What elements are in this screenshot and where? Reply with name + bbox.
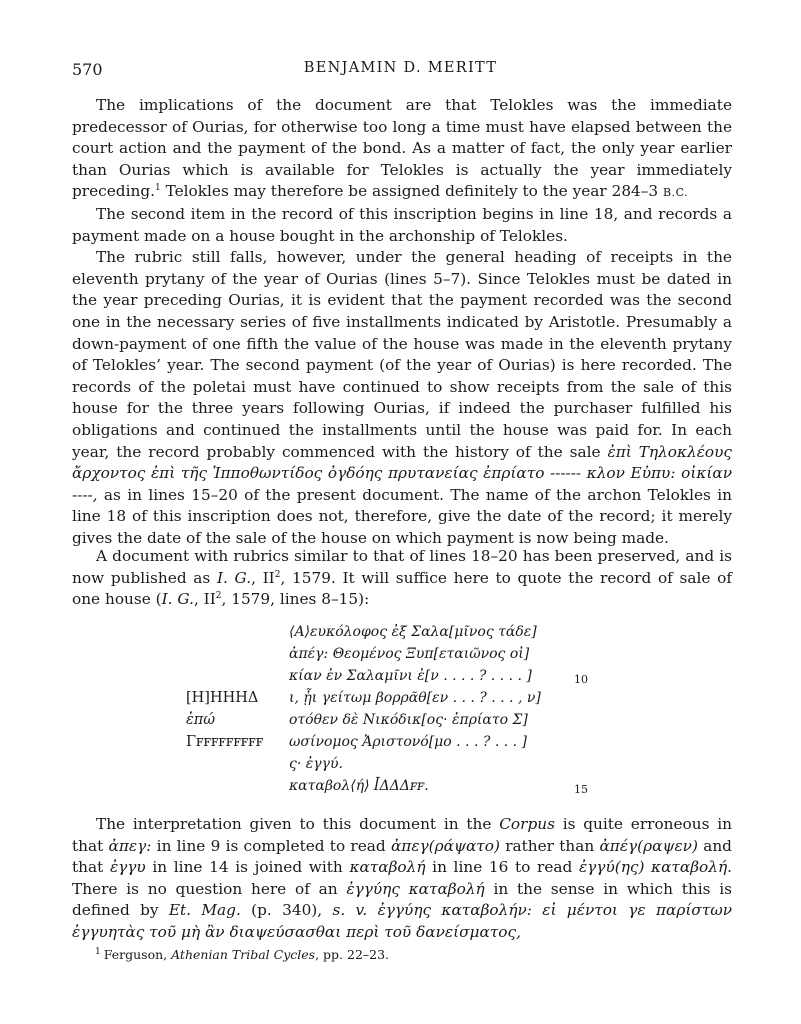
paragraph-document: A document with rubrics similar to that of lines 18–20 has been preserved, and is now published as I. G., $II^2$, 1579. It will suffice here to quote the record of sale of one house (I. G., $II^2$, 1579, lines 8–15): — [72, 547, 732, 609]
footnote-marker: 1 — [95, 947, 101, 957]
inscription-margin-note: ἐπώ — [186, 712, 216, 728]
era-label: B.C. — [663, 186, 689, 200]
running-title: BENJAMIN D. MERITT — [303, 60, 498, 76]
footnote-ref: 1 — [154, 183, 161, 194]
inscription-margin-note: Γꜰꜰꜰꜰꜰꜰꜰꜰꜰ — [186, 734, 264, 750]
body-text-document — [72, 546, 732, 611]
inscription-line: ς· ἐγγύ. — [289, 756, 343, 772]
line-number: 15 — [574, 783, 588, 796]
corpus-ref: I. G. — [161, 590, 194, 609]
line-number: 10 — [574, 673, 588, 686]
inscription-line: ἀπέγ: Θεομένος Ξυπ[εταιῶνος οἰ] — [289, 646, 530, 662]
inscription-margin-note: [H]HHHΔ — [186, 690, 259, 706]
inscription-line: καταβολ⟨ή⟩ ꟾΔΔΔꜰꜰ. — [289, 778, 429, 794]
inscription-line: ι, ᾗι γείτωμ βορρᾶθ[εν . . . ? . . . , ν] — [289, 690, 541, 706]
inscription-line: ωσίνομος Ἀριστονό[μο . . . ? . . . ] — [289, 734, 527, 750]
paragraph-rubric: The rubric still falls, however, under the general heading of receipts in the eleventh prytany of the year of Ourias (lines 5–7). Since Telokles must be dated in the year preceding Ourias, it is evident that the payment recorded was the second one in the necessary series of five installments indicated by Aristotle. Presumably a down-payment of one fifth the value of the house was made in the eleventh prytany of Telokles’ year. The second payment (of the year of Ourias) is here recorded. The records of the poletai must have continued to show receipts from the sale of this house for the three years following Ourias, if indeed the purchaser fulfilled his obligations and continued the installments until the house was paid for. In each year, the record probably commenced with the history of the sale ἐπὶ Τηλοκλέους ἄρχοντος ἐπὶ τῆς Ἱπποθωντίδος ὀγδόης πρυτανείας ἐπρίατο ------ κλον Εὐπυ: οἰκίαν ----, as in lines 15–20 of the present document. The name of the archon Telokles in line 18 of this inscription does not, therefore, give the date of the record; it merely gives the date of the sale of the house on which payment is now being made. — [72, 248, 732, 547]
footnote: $^1$ Ferguson, Athenian Tribal Cycles, pp. 22–23. — [95, 947, 390, 963]
running-head — [72, 60, 729, 84]
page-number: 570 — [72, 60, 103, 79]
inscription-block — [0, 624, 801, 794]
inscription-line: ⟨Α⟩ευκόλοφος ἐξ Σαλα[μῖνος τάδε] — [289, 624, 537, 640]
paragraph-interpretation: The interpretation given to this document in the Corpus is quite erroneous in that ἀπεγ: in line 9 is completed to read ἀπεγ(ράψατο) rather than ἀπέγ(ραψεν) and that ἐγγυ in line 14 is joined with καταβολή in line 16 to read ἐγγύ(ης) καταβολή. There is no question here of an ἐγγύης καταβολή in the sense in which this is defined by Et. Mag. (p. 340), s. v. ἐγγύης καταβολήν: εἰ μέντοι γε παρίστων ἐγγυητὰς τοῦ μὴ ἂν διαψεύσασθαι περὶ τοῦ δανείσματος, — [72, 815, 732, 941]
greek-quote: ἐπὶ Τηλοκλέους ἄρχοντος ἐπὶ τῆς Ἱπποθωντίδος ὀγδόης πρυτανείας ἐπρίατο ------ κλον Εὐπυ: οἰκίαν ----, — [72, 442, 732, 504]
inscription-line: οτόθεν δὲ Νικόδικ[ος· ἐπρίατο Σ] — [289, 712, 528, 728]
paragraph-second-item: The second item in the record of this inscription begins in line 18, and records a payment made on a house bought in the archonship of Telokles. — [72, 204, 732, 245]
body-text-interpretation — [72, 814, 732, 944]
footnote-title: Athenian Tribal Cycles — [171, 947, 316, 963]
corpus-ref: I. G. — [216, 568, 252, 587]
paragraph-implications: The implications of the document are that Telokles was the immediate predecessor of Ourias, for otherwise too long a time must have elapsed between the court action and the payment of the bond. As a matter of fact, the only year earlier than Ourias which is available for Telokles is actually the year immediately preceding.$^1$ Telokles may therefore be assigned definitely to the year 284–3 B.C. — [72, 96, 732, 201]
body-text-top — [72, 95, 732, 549]
inscription-line: κίαν ἐν Σαλαμῖνι ἐ[ν . . . . ? . . . . ] — [289, 668, 532, 684]
